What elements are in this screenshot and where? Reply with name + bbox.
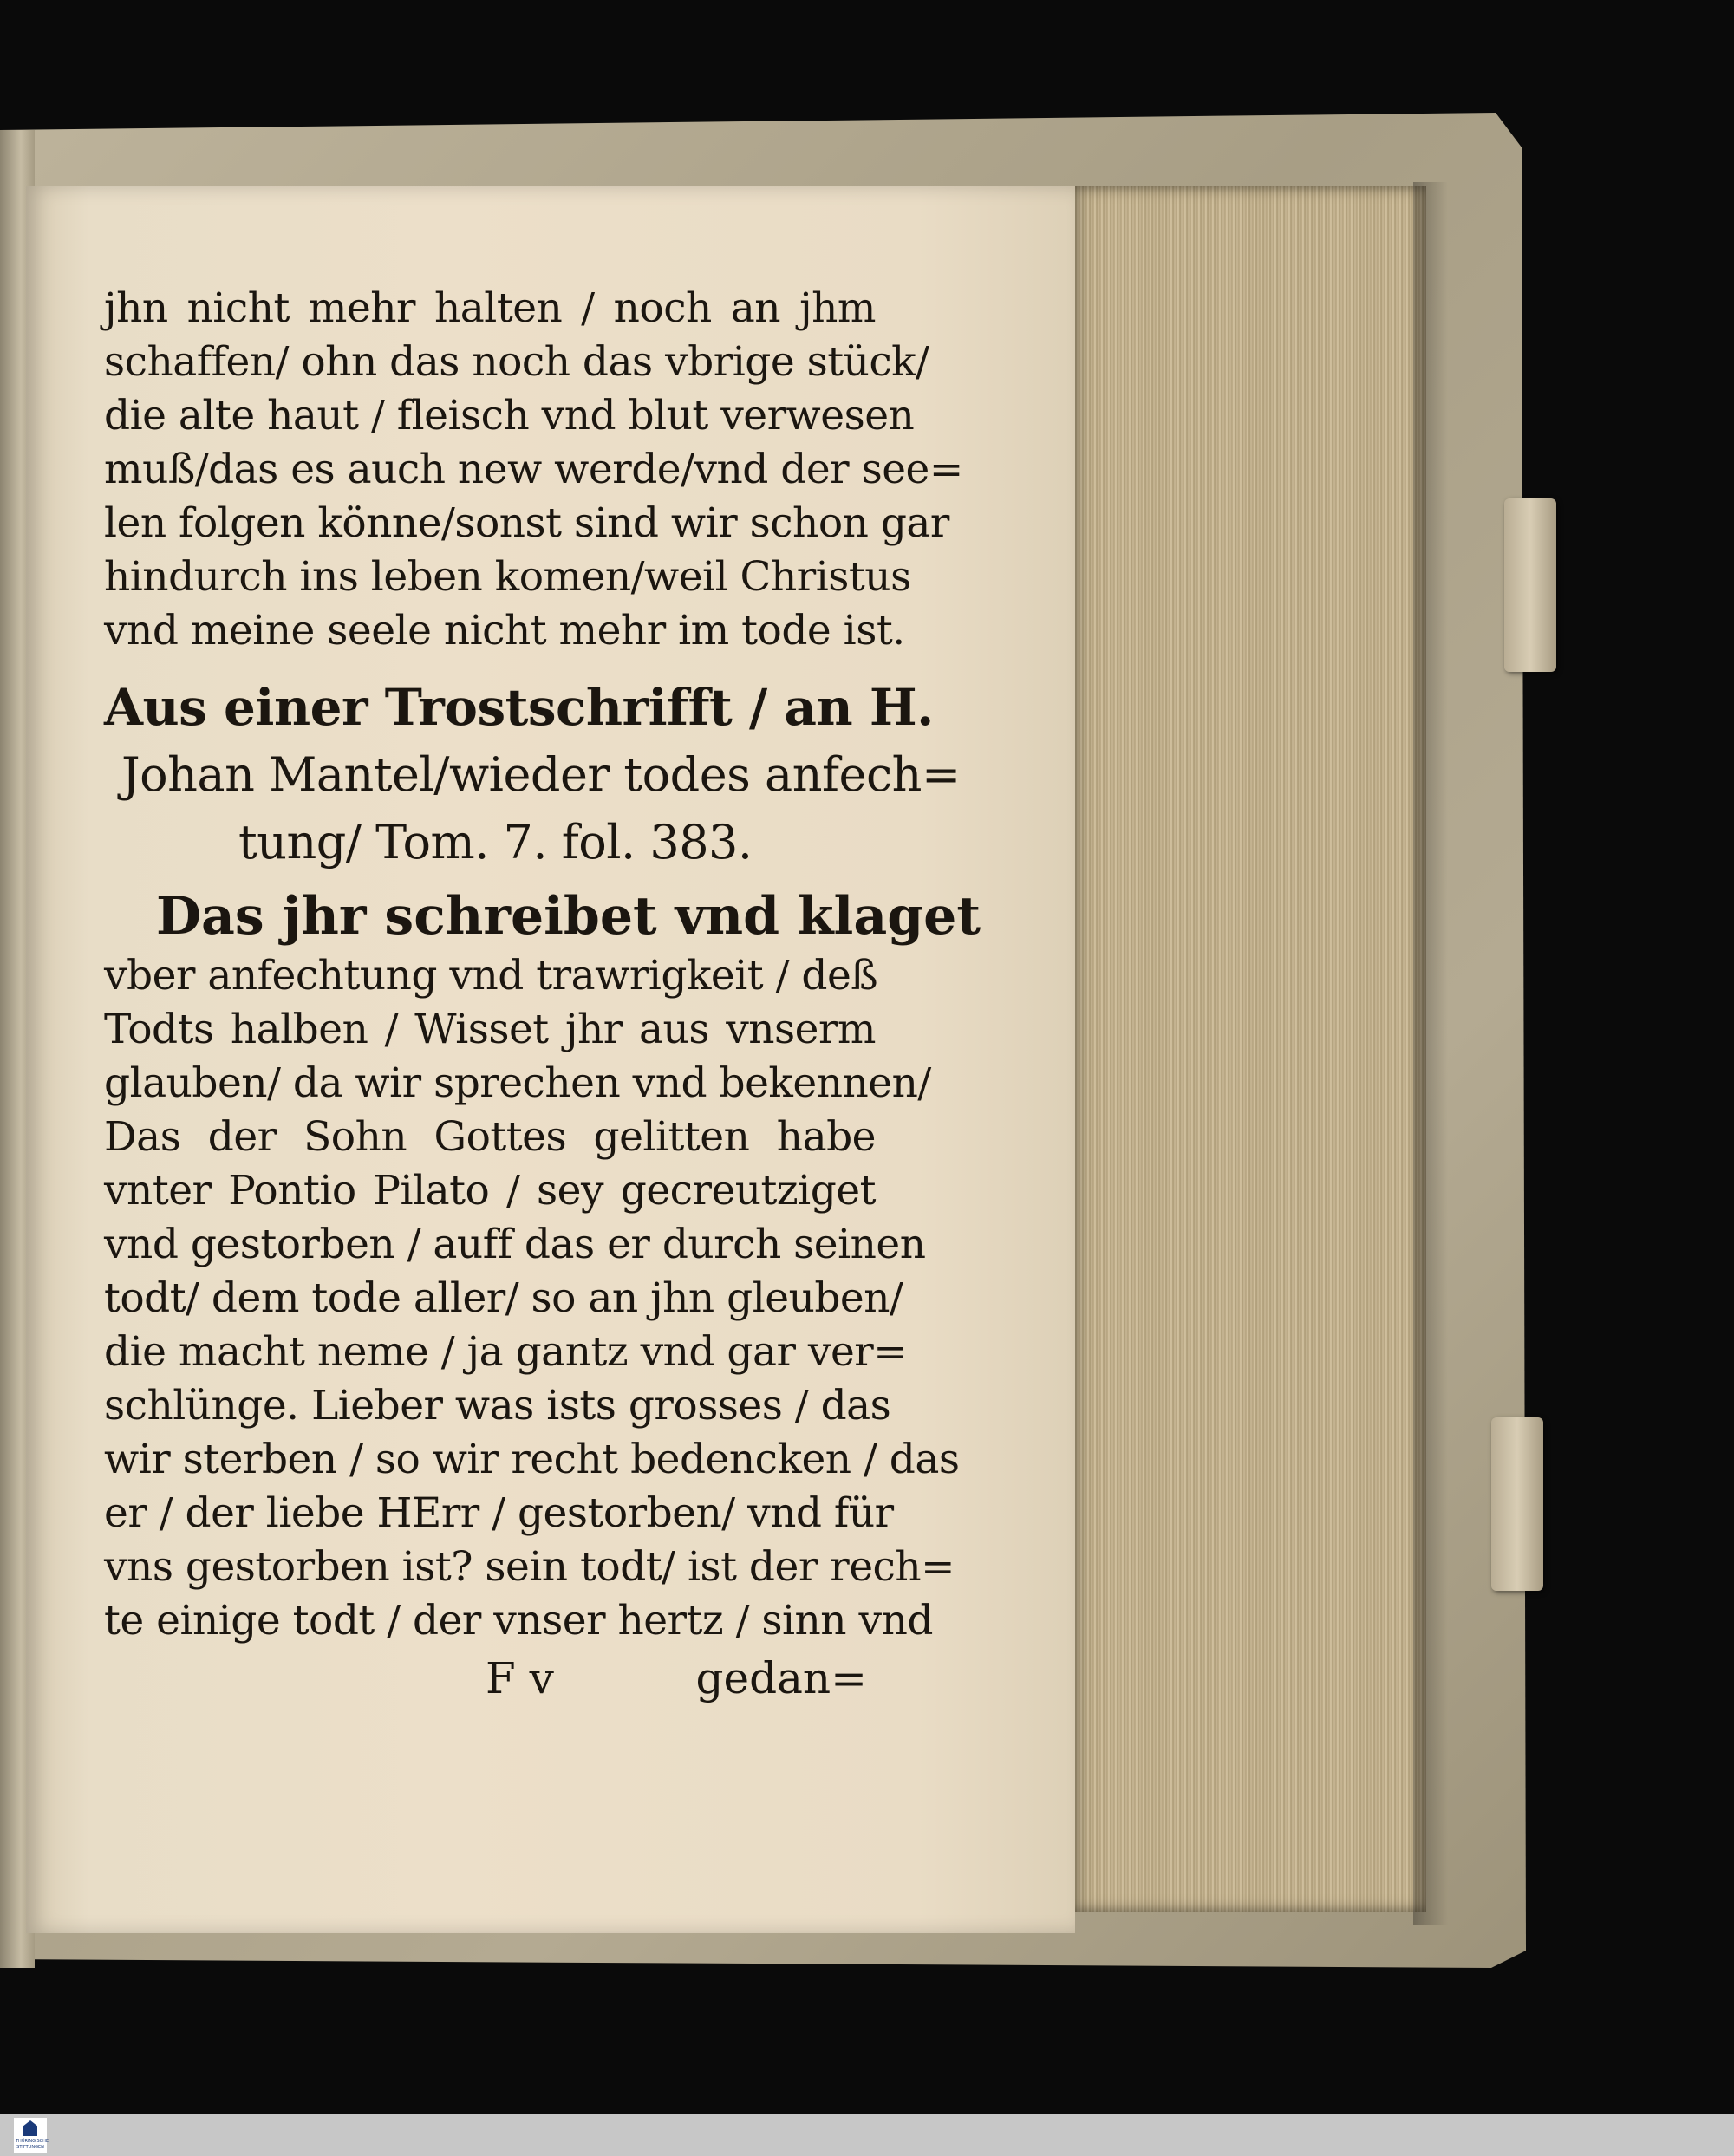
text-line: schlünge. Lieber was ists grosses / das	[104, 1382, 891, 1430]
clasp-top	[1504, 498, 1556, 672]
text-line: er / der liebe HErr / gestorben/ vnd für	[104, 1489, 894, 1537]
viewer-bottom-bar	[0, 2114, 1734, 2156]
text-line: te einige todt / der vnser hertz / sinn vnd	[104, 1597, 933, 1645]
text-line: Das der Sohn Gottes gelitten habe	[104, 1113, 876, 1161]
page-text	[104, 282, 981, 1709]
section-heading-line: tung/ Tom. 7. fol. 383.	[238, 815, 753, 870]
signature-mark: F v	[486, 1653, 554, 1703]
text-line: vnd meine seele nicht mehr im tode ist.	[104, 607, 905, 655]
text-line: die alte haut / fleisch vnd blut verwesen	[104, 392, 915, 440]
page-fore-edge	[1071, 186, 1426, 1912]
fore-edge-shadow	[1413, 182, 1448, 1925]
text-line: muß/das es auch new werde/vnd der see=	[104, 446, 963, 493]
logo-text: THÜRINGISCHE STIFTUNGEN	[16, 2139, 49, 2150]
text-line: todt/ dem tode aller/ so an jhn gleuben/	[104, 1274, 903, 1322]
section-heading: Aus einer Trostschrifft / an H.	[104, 678, 934, 737]
text-line: hindurch ins leben komen/weil Christus	[104, 553, 911, 601]
catchword: gedan=	[695, 1653, 867, 1703]
castle-icon	[23, 2120, 37, 2136]
page-footer	[104, 1648, 876, 1709]
paragraph-opening: Das jhr schreibet vnd klaget	[156, 886, 981, 947]
section-heading-line: Johan Mantel/wieder todes anfech=	[121, 747, 961, 802]
text-line: schaffen/ ohn das noch das vbrige stück/	[104, 338, 929, 386]
text-line: Todts halben / Wisset jhr aus vnserm	[104, 1006, 876, 1053]
text-line: glauben/ da wir sprechen vnd bekennen/	[104, 1059, 931, 1107]
text-line: jhn nicht mehr halten / noch an jhm	[104, 284, 876, 332]
text-line: vnter Pontio Pilato / sey gecreutziget	[104, 1167, 876, 1215]
text-line: len folgen könne/sonst sind wir schon gar	[104, 499, 949, 547]
text-line: vber anfechtung vnd trawrigkeit / deß	[104, 952, 878, 1000]
clasp-bottom	[1491, 1417, 1543, 1591]
text-line: vnd gestorben / auff das er durch seinen	[104, 1221, 926, 1268]
text-line: vns gestorben ist? sein todt/ ist der rech=	[104, 1543, 955, 1591]
text-line: wir sterben / so wir recht bedencken / das	[104, 1436, 960, 1483]
text-line: die macht neme / ja gantz vnd gar ver=	[104, 1328, 908, 1376]
library-logo	[14, 2118, 47, 2153]
